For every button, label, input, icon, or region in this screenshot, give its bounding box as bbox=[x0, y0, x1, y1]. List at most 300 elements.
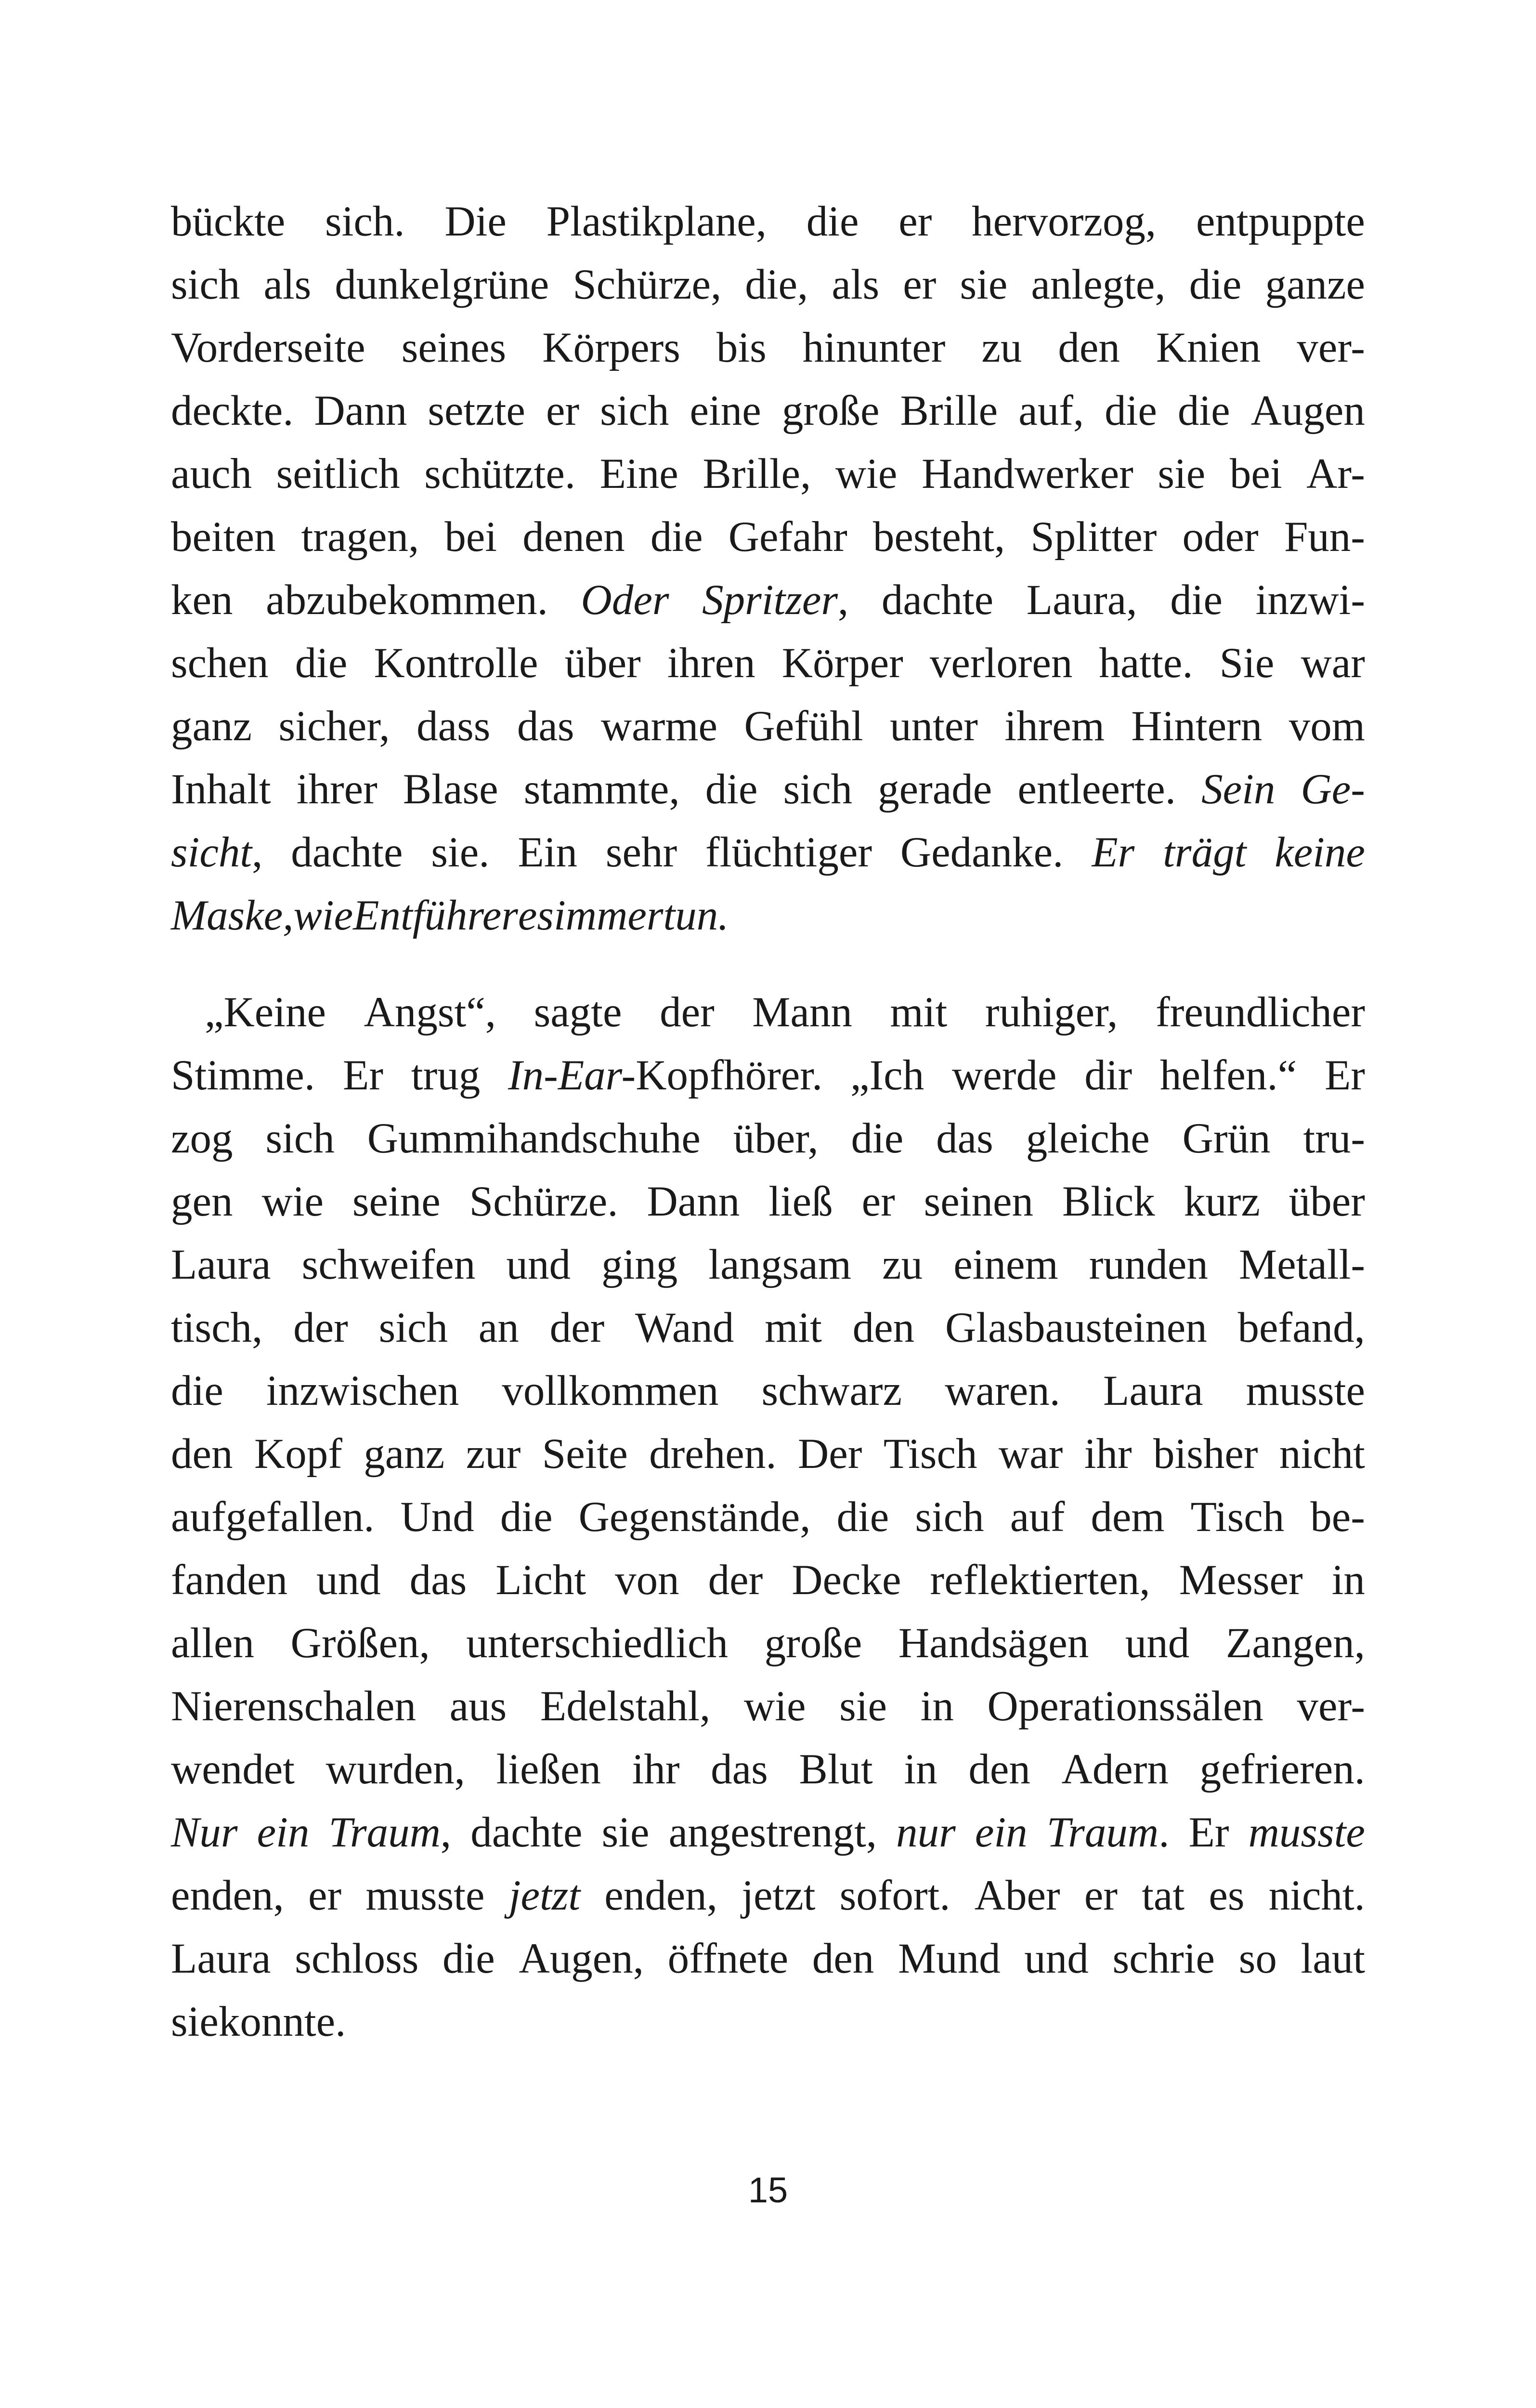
text-line bbox=[171, 1612, 1365, 1675]
word: Gegenstände, bbox=[578, 1493, 811, 1541]
word: Edelstahl, bbox=[540, 1683, 711, 1730]
word: sich. bbox=[325, 198, 405, 245]
word: vom bbox=[1289, 703, 1365, 750]
word: anlegte, bbox=[1031, 261, 1166, 308]
word: Zangen, bbox=[1225, 1620, 1365, 1667]
word: Ein bbox=[518, 829, 577, 876]
word: dem bbox=[1091, 1493, 1165, 1541]
word: Messer bbox=[1179, 1557, 1303, 1604]
word: als bbox=[263, 261, 312, 308]
word: tat bbox=[1142, 1872, 1185, 1919]
word: nicht bbox=[1279, 1430, 1365, 1478]
word: deckte. bbox=[171, 387, 294, 434]
text-line bbox=[171, 632, 1365, 695]
word: den bbox=[968, 1746, 1030, 1793]
word: wie bbox=[743, 1683, 806, 1730]
word: unter bbox=[890, 703, 978, 750]
word: denen bbox=[522, 513, 625, 561]
word: Knien bbox=[1156, 324, 1261, 371]
word: bückte bbox=[171, 198, 286, 245]
word: beiten bbox=[171, 513, 276, 561]
text-line bbox=[171, 1738, 1365, 1801]
word: sie bbox=[960, 261, 1008, 308]
word bbox=[171, 884, 294, 947]
word: angestrengt, bbox=[668, 1809, 877, 1856]
word: tragen, bbox=[301, 513, 419, 561]
word: gefrieren. bbox=[1199, 1746, 1365, 1793]
text-line bbox=[171, 1927, 1365, 1990]
word: Decke bbox=[792, 1557, 901, 1604]
word: als bbox=[832, 261, 880, 308]
word: Mann bbox=[752, 989, 852, 1036]
page-number: 15 bbox=[748, 2170, 788, 2210]
word: Brille, bbox=[703, 450, 811, 497]
word: sich bbox=[600, 387, 669, 434]
word: setzte bbox=[428, 387, 525, 434]
word: flüchtiger bbox=[705, 829, 872, 876]
word: enden, bbox=[171, 1872, 284, 1919]
word: laut bbox=[1301, 1935, 1365, 1982]
word: ihr bbox=[632, 1746, 680, 1793]
word: sie bbox=[171, 1998, 219, 2045]
word: Kontrolle bbox=[374, 640, 538, 687]
word: Er bbox=[343, 1052, 384, 1099]
word: den bbox=[852, 1304, 915, 1351]
word: er bbox=[308, 1872, 342, 1919]
word: Augen bbox=[1250, 387, 1365, 434]
word: das bbox=[711, 1746, 768, 1793]
word: befand, bbox=[1237, 1304, 1365, 1351]
word: Fun- bbox=[1284, 513, 1365, 561]
word: die bbox=[1105, 387, 1157, 434]
word: Körper bbox=[781, 640, 903, 687]
word bbox=[294, 884, 353, 947]
word: auf bbox=[1010, 1493, 1065, 1541]
word: die bbox=[171, 1367, 223, 1414]
italic-text: tun. bbox=[663, 892, 729, 939]
text-line bbox=[171, 1486, 1365, 1549]
word: Blut bbox=[799, 1746, 873, 1793]
word: sicht, bbox=[171, 821, 262, 884]
word: sofort. bbox=[839, 1872, 950, 1919]
italic-text: Spritzer bbox=[702, 576, 838, 624]
italic-text: es bbox=[518, 892, 554, 939]
word bbox=[896, 1801, 956, 1864]
word: Handwerker bbox=[921, 450, 1133, 497]
word bbox=[171, 1801, 238, 1864]
italic-text: jetzt bbox=[508, 1872, 581, 1919]
word: die bbox=[1170, 576, 1223, 624]
word: in bbox=[904, 1746, 937, 1793]
word: ganze bbox=[1265, 261, 1365, 308]
word: die bbox=[851, 1115, 904, 1162]
word: wie bbox=[835, 450, 898, 497]
word: ver- bbox=[1297, 1683, 1365, 1730]
word: ganz bbox=[364, 1430, 445, 1478]
word: vollkommen bbox=[502, 1367, 719, 1414]
word: den bbox=[812, 1935, 874, 1982]
word: über, bbox=[733, 1115, 819, 1162]
text-line bbox=[171, 981, 1365, 1044]
word: zur bbox=[466, 1430, 521, 1478]
word: Handsägen bbox=[898, 1620, 1089, 1667]
word: Metall- bbox=[1239, 1241, 1365, 1288]
word: Tisch bbox=[883, 1430, 977, 1478]
word: seine bbox=[352, 1178, 441, 1225]
word: sich bbox=[171, 261, 240, 308]
word: und bbox=[506, 1241, 571, 1288]
italic-text: Sein bbox=[1201, 766, 1276, 813]
text-line bbox=[171, 1801, 1365, 1864]
word: er bbox=[861, 1178, 895, 1225]
word bbox=[975, 1801, 1028, 1864]
word: stammte, bbox=[523, 766, 680, 813]
word: sie bbox=[1158, 450, 1206, 497]
word: Laura, bbox=[1026, 576, 1137, 624]
word: dir bbox=[1084, 1052, 1132, 1099]
word: trug bbox=[411, 1052, 481, 1099]
word: Stimme. bbox=[171, 1052, 315, 1099]
word: bei bbox=[444, 513, 497, 561]
word bbox=[1249, 1801, 1365, 1864]
word: bis bbox=[716, 324, 767, 371]
text-line bbox=[171, 1675, 1365, 1738]
word: tru- bbox=[1303, 1115, 1365, 1162]
word: ihrem bbox=[1004, 703, 1105, 750]
word: In-Ear-Kopfhörer. bbox=[508, 1044, 822, 1107]
word: hervorzog, bbox=[972, 198, 1157, 245]
word: Eine bbox=[599, 450, 678, 497]
word: Blick bbox=[1062, 1178, 1155, 1225]
word: seines bbox=[401, 324, 507, 371]
word bbox=[518, 884, 554, 947]
word: auch bbox=[171, 450, 252, 497]
word: entpuppte bbox=[1196, 198, 1365, 245]
word: Er bbox=[1188, 1809, 1229, 1856]
word: den bbox=[171, 1430, 233, 1478]
word: bisher bbox=[1153, 1430, 1258, 1478]
word: ließen bbox=[496, 1746, 601, 1793]
word: ging bbox=[601, 1241, 678, 1288]
word: Gedanke. bbox=[900, 829, 1064, 876]
italic-text: Ge- bbox=[1301, 766, 1365, 813]
paragraph bbox=[171, 190, 1365, 947]
italic-text: trägt bbox=[1163, 829, 1247, 876]
word: dass bbox=[417, 703, 491, 750]
italic-text: nur bbox=[896, 1809, 956, 1856]
text-line bbox=[171, 1296, 1365, 1360]
word: Traum. bbox=[1047, 1801, 1170, 1864]
word: ruhiger, bbox=[985, 989, 1118, 1036]
word bbox=[1092, 821, 1134, 884]
text-line bbox=[171, 380, 1365, 443]
word: der bbox=[660, 989, 715, 1036]
word: entleerte. bbox=[1017, 766, 1176, 813]
text-line bbox=[171, 190, 1365, 253]
word: ken bbox=[171, 576, 233, 624]
word: Dann bbox=[314, 387, 407, 434]
word: Hintern bbox=[1131, 703, 1263, 750]
word: er bbox=[1084, 1872, 1118, 1919]
word: Aber bbox=[974, 1872, 1060, 1919]
word: Größen, bbox=[290, 1620, 430, 1667]
body-text bbox=[171, 190, 1365, 2054]
word: enden, bbox=[604, 1872, 718, 1919]
word bbox=[1301, 758, 1365, 821]
word: wurden, bbox=[325, 1746, 465, 1793]
word: Laura bbox=[171, 1241, 271, 1288]
word: jetzt bbox=[742, 1872, 816, 1919]
word: Augen, bbox=[519, 1935, 644, 1982]
word: an bbox=[478, 1304, 519, 1351]
word: aus bbox=[449, 1683, 507, 1730]
word: abzubekommen. bbox=[266, 576, 548, 624]
word: dunkelgrüne bbox=[335, 261, 549, 308]
italic-text: Er bbox=[1092, 829, 1135, 876]
word: Blase bbox=[403, 766, 498, 813]
word: helfen.“ bbox=[1159, 1052, 1297, 1099]
word: Angst“, bbox=[364, 989, 496, 1036]
text-line bbox=[171, 506, 1365, 569]
word: das bbox=[517, 703, 574, 750]
word: große bbox=[764, 1620, 862, 1667]
word: schen bbox=[171, 640, 269, 687]
word: sehr bbox=[605, 829, 677, 876]
word bbox=[663, 884, 729, 947]
word: „Ich bbox=[850, 1052, 924, 1099]
word: zu bbox=[882, 1241, 923, 1288]
text-line bbox=[171, 443, 1365, 506]
word: und bbox=[1024, 1935, 1089, 1982]
word: dachte bbox=[291, 829, 403, 876]
word: mit bbox=[765, 1304, 822, 1351]
word: schrie bbox=[1112, 1935, 1215, 1982]
word: Grün bbox=[1182, 1115, 1271, 1162]
word: Wand bbox=[635, 1304, 734, 1351]
word: ver- bbox=[1297, 324, 1365, 371]
word: er bbox=[898, 198, 932, 245]
word: Laura bbox=[1103, 1367, 1203, 1414]
word: der bbox=[293, 1304, 348, 1351]
word: Der bbox=[798, 1430, 862, 1478]
word: Gefahr bbox=[728, 513, 847, 561]
word: einem bbox=[953, 1241, 1058, 1288]
word: zog bbox=[171, 1115, 233, 1162]
text-line bbox=[171, 821, 1365, 884]
word: wendet bbox=[171, 1746, 295, 1793]
italic-text: wie bbox=[293, 892, 353, 939]
word: dachte bbox=[881, 576, 994, 624]
text-line bbox=[171, 316, 1365, 380]
word: nicht. bbox=[1268, 1872, 1365, 1919]
word: Schürze. bbox=[469, 1178, 618, 1225]
word: in bbox=[920, 1683, 954, 1730]
word: be- bbox=[1310, 1493, 1365, 1541]
word: Ar- bbox=[1306, 450, 1365, 497]
word: seitlich bbox=[276, 450, 400, 497]
italic-text: Maske, bbox=[171, 892, 294, 939]
word: über bbox=[1289, 1178, 1365, 1225]
text-line bbox=[171, 1170, 1365, 1233]
text-line bbox=[171, 758, 1365, 821]
word: inzwi- bbox=[1255, 576, 1365, 624]
word: werde bbox=[952, 1052, 1057, 1099]
text-line bbox=[171, 569, 1365, 632]
word: Und bbox=[400, 1493, 474, 1541]
text-line bbox=[171, 1360, 1365, 1423]
word: Nierenschalen bbox=[171, 1683, 417, 1730]
word: schwarz bbox=[761, 1367, 902, 1414]
word: Gummihandschuhe bbox=[367, 1115, 701, 1162]
word: die bbox=[836, 1493, 889, 1541]
word: die bbox=[806, 198, 859, 245]
paragraph bbox=[171, 981, 1365, 2054]
word: ihrer bbox=[296, 766, 377, 813]
word: es bbox=[1209, 1872, 1245, 1919]
word: er bbox=[546, 387, 580, 434]
word: dachte bbox=[470, 1809, 583, 1856]
word: das bbox=[409, 1557, 467, 1604]
word: sich bbox=[378, 1304, 448, 1351]
word: der bbox=[549, 1304, 605, 1351]
word: Glasbausteinen bbox=[945, 1304, 1207, 1351]
word: verloren bbox=[929, 640, 1073, 687]
text-line bbox=[171, 695, 1365, 758]
word: aufgefallen. bbox=[171, 1493, 375, 1541]
italic-text: Entführer bbox=[353, 892, 518, 939]
word: Die bbox=[444, 198, 507, 245]
italic-text: Oder bbox=[581, 576, 669, 624]
italic-text: immer bbox=[554, 892, 664, 939]
text-line bbox=[171, 1423, 1365, 1486]
word: Spritzer, bbox=[702, 569, 848, 632]
word: Tisch bbox=[1190, 1493, 1285, 1541]
word: Inhalt bbox=[171, 766, 271, 813]
word: Dann bbox=[647, 1178, 740, 1225]
word: Plastikplane, bbox=[546, 198, 767, 245]
word: gerade bbox=[878, 766, 992, 813]
word: Körpers bbox=[542, 324, 680, 371]
word: Gefühl bbox=[744, 703, 863, 750]
italic-text: ein bbox=[257, 1809, 310, 1856]
word: Schürze, bbox=[573, 261, 722, 308]
word: konnte. bbox=[218, 1998, 346, 2045]
word: eine bbox=[690, 387, 761, 434]
word bbox=[509, 1864, 580, 1927]
word: die bbox=[1189, 261, 1242, 308]
word: musste bbox=[1246, 1367, 1365, 1414]
text-line bbox=[171, 1864, 1365, 1927]
word: Vorderseite bbox=[171, 324, 365, 371]
word bbox=[257, 1801, 310, 1864]
word: unterschiedlich bbox=[466, 1620, 728, 1667]
word: Splitter bbox=[1030, 513, 1157, 561]
text-line bbox=[171, 253, 1365, 316]
word: sich bbox=[915, 1493, 984, 1541]
word: inzwischen bbox=[266, 1367, 459, 1414]
word: allen bbox=[171, 1620, 254, 1667]
word: Adern bbox=[1061, 1746, 1169, 1793]
text-line bbox=[171, 1233, 1365, 1296]
word: Er bbox=[1324, 1052, 1365, 1099]
word bbox=[1163, 821, 1246, 884]
word: Seite bbox=[542, 1430, 628, 1478]
word: seinen bbox=[924, 1178, 1034, 1225]
word: warme bbox=[600, 703, 718, 750]
text-line bbox=[171, 1044, 1365, 1107]
word: die, bbox=[745, 261, 808, 308]
italic-text: In-Ear- bbox=[508, 1052, 636, 1099]
word: und bbox=[1125, 1620, 1190, 1667]
word: hatte. bbox=[1099, 640, 1193, 687]
word: oder bbox=[1182, 513, 1259, 561]
word: sicher, bbox=[278, 703, 390, 750]
word: sagte bbox=[534, 989, 622, 1036]
word: ließ bbox=[768, 1178, 833, 1225]
word: die bbox=[1177, 387, 1230, 434]
word: die bbox=[705, 766, 758, 813]
text-line bbox=[171, 1549, 1365, 1612]
word: auf, bbox=[1018, 387, 1084, 434]
word bbox=[1275, 821, 1365, 884]
word: und bbox=[316, 1557, 381, 1604]
word: ihren bbox=[667, 640, 755, 687]
word: schloss bbox=[295, 1935, 419, 1982]
word: sich bbox=[783, 766, 852, 813]
word bbox=[554, 884, 663, 947]
word: Laura bbox=[171, 1935, 271, 1982]
italic-text: ein bbox=[975, 1809, 1028, 1856]
word: drehen. bbox=[649, 1430, 777, 1478]
italic-text: keine bbox=[1275, 829, 1365, 876]
word bbox=[353, 884, 518, 947]
italic-text: sicht bbox=[171, 829, 252, 876]
text-line bbox=[171, 1990, 1365, 2054]
word: ganz bbox=[171, 703, 252, 750]
word: die bbox=[295, 640, 348, 687]
word: gen bbox=[171, 1178, 233, 1225]
word: die bbox=[443, 1935, 495, 1982]
word: der bbox=[708, 1557, 763, 1604]
word: war bbox=[998, 1430, 1063, 1478]
word: die bbox=[500, 1493, 553, 1541]
italic-text: musste bbox=[1248, 1809, 1365, 1856]
word: so bbox=[1238, 1935, 1277, 1982]
word: Kopf bbox=[254, 1430, 342, 1478]
word: langsam bbox=[708, 1241, 852, 1288]
word: Traum, bbox=[328, 1801, 451, 1864]
word: wie bbox=[261, 1178, 324, 1225]
word: schweifen bbox=[301, 1241, 476, 1288]
word: Sie bbox=[1219, 640, 1275, 687]
word: hinunter bbox=[802, 324, 946, 371]
word: den bbox=[1058, 324, 1120, 371]
word: sie bbox=[601, 1809, 650, 1856]
word: Licht bbox=[495, 1557, 586, 1604]
word: tisch, bbox=[171, 1304, 263, 1351]
text-line bbox=[171, 884, 1365, 947]
word: war bbox=[1301, 640, 1365, 687]
word: bei bbox=[1229, 450, 1282, 497]
italic-text: Traum bbox=[328, 1809, 441, 1856]
word: sie. bbox=[431, 829, 490, 876]
word: große bbox=[781, 387, 880, 434]
word: Brille bbox=[900, 387, 998, 434]
word: Operationssälen bbox=[987, 1683, 1263, 1730]
word: von bbox=[615, 1557, 679, 1604]
word: musste bbox=[365, 1872, 485, 1919]
word bbox=[1201, 758, 1275, 821]
